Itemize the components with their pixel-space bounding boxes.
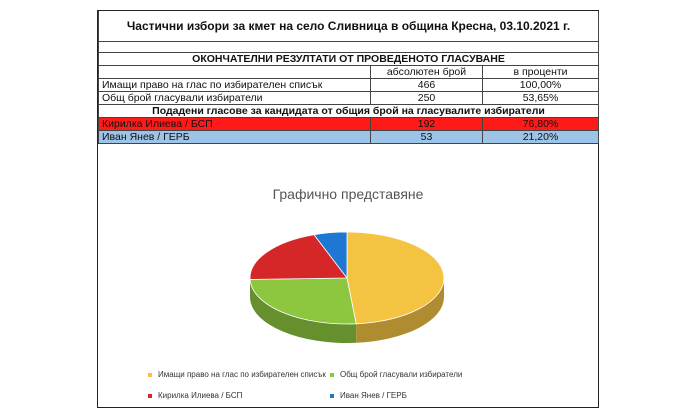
results-table: [98, 11, 599, 144]
legend-item: [330, 391, 407, 400]
spacer-row: [99, 42, 599, 53]
header-percent: в проценти: [483, 66, 599, 79]
legend-swatch: [330, 373, 334, 377]
header-blank: [99, 66, 371, 79]
candidate-row: [99, 118, 599, 131]
table-row: [99, 79, 599, 92]
legend-item: [148, 370, 326, 379]
legend-swatch: [330, 394, 334, 398]
table-row: [99, 92, 599, 105]
header-absolute: абсолютен брой: [371, 66, 483, 79]
candidate-percent: 21,20%: [483, 131, 599, 144]
results-sheet: [97, 10, 599, 408]
row-label: Общ брой гласували избиратели: [99, 92, 371, 105]
row-absolute: 466: [371, 79, 483, 92]
candidate-name: Кирилка Илиева / БСП: [99, 118, 371, 131]
chart-area: [98, 173, 598, 407]
sheet-title: Частични избори за кмет на село Сливница в община Кресна, 03.10.2021 г.: [99, 11, 599, 42]
legend-item: [330, 370, 462, 379]
chart-title: Графично представяне: [272, 186, 424, 202]
row-percent: 53,65%: [483, 92, 599, 105]
candidate-absolute: 192: [371, 118, 483, 131]
candidate-absolute: 53: [371, 131, 483, 144]
row-label: Имащи право на глас по избирателен списък: [99, 79, 371, 92]
legend-label: Имащи право на глас по избирателен списък: [158, 370, 326, 379]
row-absolute: 250: [371, 92, 483, 105]
candidates-heading: Подадени гласове за кандидата от общия брой на гласувалите избиратели: [99, 105, 599, 118]
legend-label: Кирилка Илиева / БСП: [158, 391, 243, 400]
legend-label: Общ брой гласували избиратели: [340, 370, 463, 379]
legend-swatch: [148, 373, 152, 377]
legend-swatch: [148, 394, 152, 398]
candidate-percent: 76,80%: [483, 118, 599, 131]
results-heading: ОКОНЧАТЕЛНИ РЕЗУЛТАТИ ОТ ПРОВЕДЕНОТО ГЛАСУВАНЕ: [99, 53, 599, 66]
candidate-name: Иван Янев / ГЕРБ: [99, 131, 371, 144]
row-percent: 100,00%: [483, 79, 599, 92]
candidate-row: [99, 131, 599, 144]
legend-label: Иван Янев / ГЕРБ: [340, 391, 407, 400]
legend-item: [148, 391, 242, 400]
